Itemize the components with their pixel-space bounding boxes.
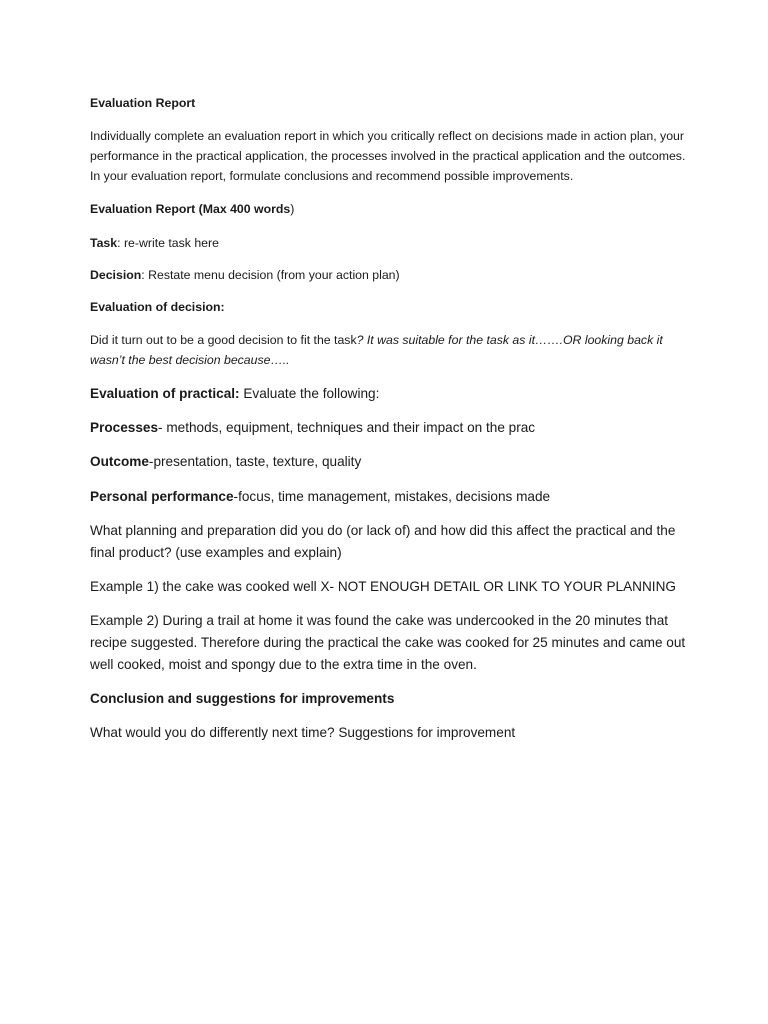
word-limit-heading-rest: )	[290, 202, 295, 216]
planning-question: What planning and preparation did you do (or lack of) and how did this affect the practical and the final product? (use examples and explain)	[90, 523, 676, 560]
outcome-text: -presentation, taste, texture, quality	[148, 454, 362, 469]
processes-label: Processes	[90, 420, 159, 435]
evaluation-practical-text: Evaluate the following:	[239, 386, 380, 401]
conclusion-question: What would you do differently next time? Suggestions for improvement	[90, 725, 516, 740]
evaluation-practical-line	[90, 383, 690, 405]
intro-paragraph: Individually complete an evaluation report in which you critically reflect on decisions made in action plan, your performance in the practical application, the processes involved in the practical application and the outcomes. In your evaluation report, formulate conclusions and recommend possible improvements.	[90, 129, 686, 183]
outcome-label: Outcome	[90, 454, 149, 469]
conclusion-heading	[90, 688, 690, 710]
word-limit-heading	[90, 199, 690, 219]
decision-text: : Restate menu decision (from your action plan)	[141, 268, 400, 282]
processes-line	[90, 417, 690, 439]
conclusion-heading-text: Conclusion and suggestions for improvements	[90, 691, 395, 706]
evaluation-decision-heading	[90, 297, 690, 317]
evaluation-decision-question	[90, 330, 690, 370]
report-title-text: Evaluation Report	[90, 96, 196, 110]
example-1: Example 1) the cake was cooked well X- NOT ENOUGH DETAIL OR LINK TO YOUR PLANNING	[90, 579, 676, 594]
evaluation-practical-label: Evaluation of practical:	[90, 386, 240, 401]
task-text: : re-write task here	[117, 236, 219, 250]
example-2: Example 2) During a trail at home it was found the cake was undercooked in the 20 minutes that recipe suggested. Therefore during the practical the cake was cooked for 25 minutes and came out well cooked, moist and spongy due to the extra time in the oven.	[90, 613, 686, 672]
outcome-line	[90, 451, 690, 473]
report-title	[90, 93, 690, 113]
decision-label: Decision	[90, 268, 142, 282]
personal-performance-label: Personal performance	[90, 489, 234, 504]
document-page	[90, 93, 690, 744]
word-limit-heading-bold: Evaluation Report (Max 400 words	[90, 202, 291, 216]
evaluation-decision-question-text: Did it turn out to be a good decision to fit the task	[90, 333, 357, 347]
processes-text: - methods, equipment, techniques and their impact on the prac	[158, 420, 536, 435]
decision-line	[90, 265, 690, 285]
evaluation-decision-example: ? It was suitable for the task as it…….OR looking back it wasn’t the best decision because…..	[90, 333, 663, 367]
task-label: Task	[90, 236, 118, 250]
personal-performance-line	[90, 486, 690, 508]
personal-performance-text: -focus, time management, mistakes, decisions made	[233, 489, 551, 504]
task-line	[90, 233, 690, 253]
evaluation-decision-heading-text: Evaluation of decision:	[90, 300, 225, 314]
